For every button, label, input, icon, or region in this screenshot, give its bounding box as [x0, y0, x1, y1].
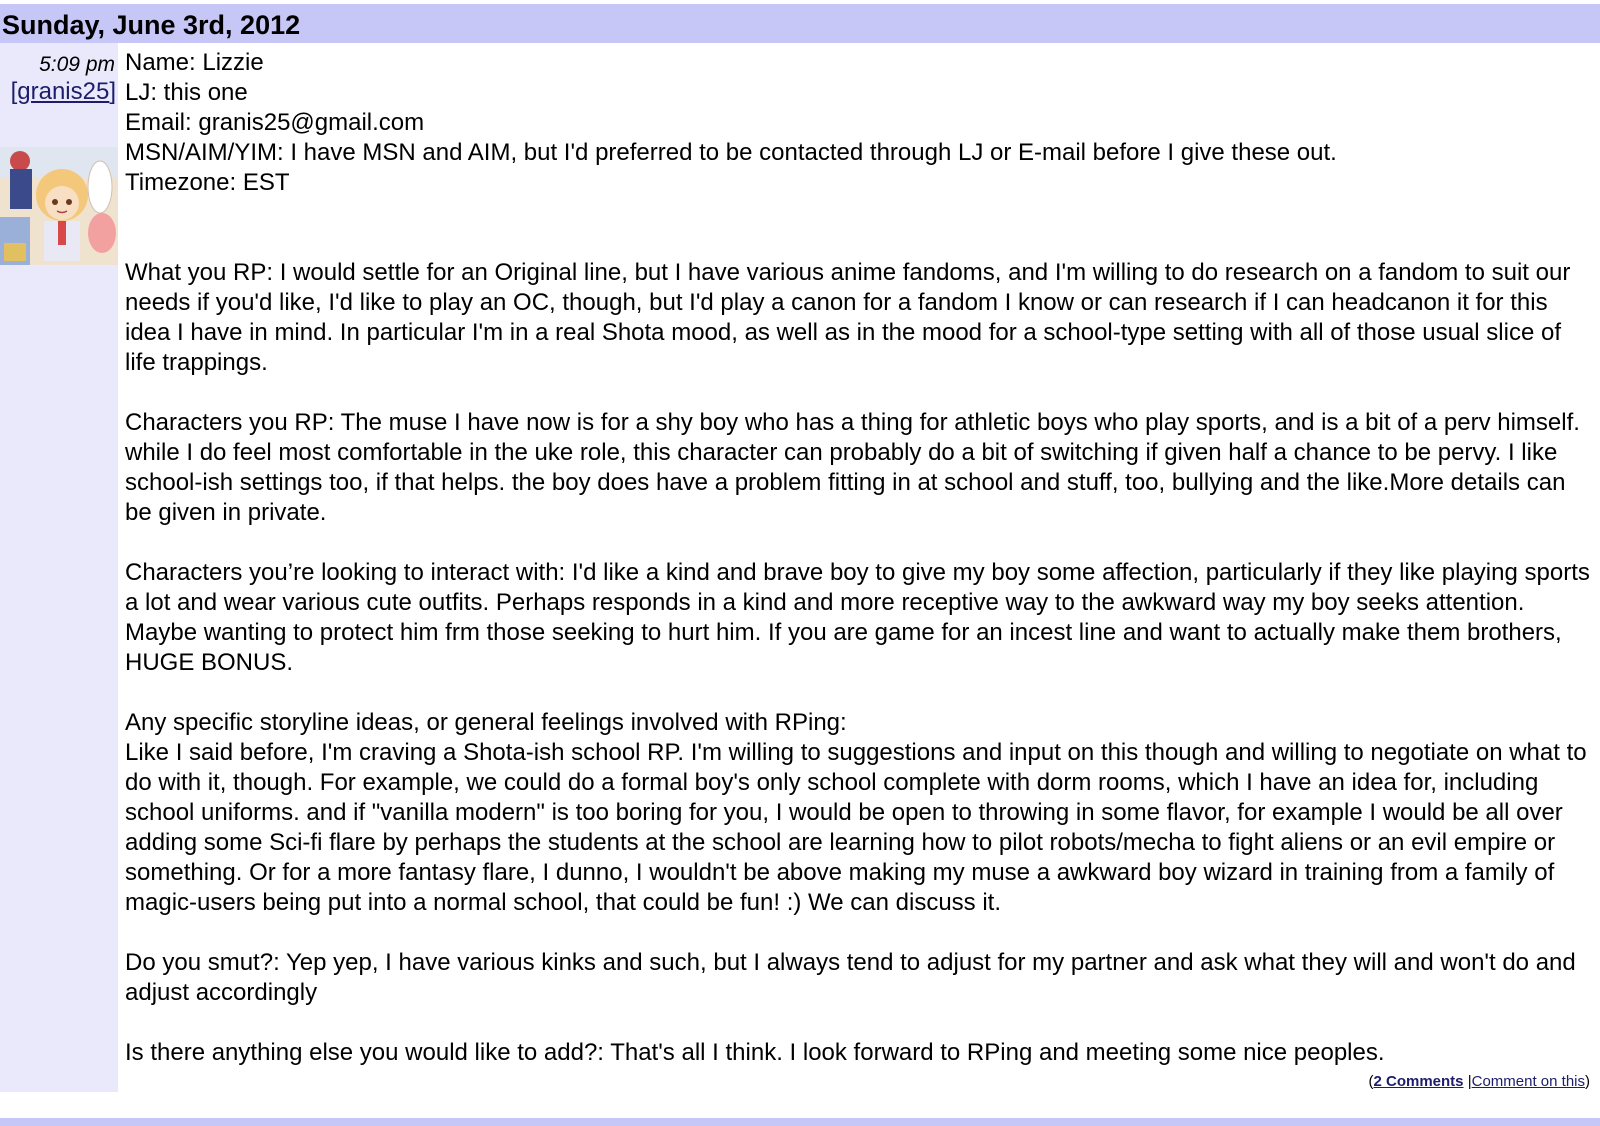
spacer	[125, 378, 1594, 408]
paragraph-what-you-rp: What you RP: I would settle for an Original line, but I have various anime fandoms, and I'm willing to do research on a fandom to suit our needs if you'd like, I'd like to play an OC, though, but I'd play a canon for a fandom I know or can research if I can headcanon it for this idea I have in mind. In particular I'm in a real Shota mood, as well as in the mood for a school-type setting with all of those usual slice of life trappings.	[125, 259, 1571, 376]
entry-time: 5:09 pm	[39, 53, 115, 76]
paragraph-storyline-heading: Any specific storyline ideas, or general feelings involved with RPing:	[125, 709, 847, 736]
line-lj: LJ: this one	[125, 79, 248, 106]
paragraph-anything-else: Is there anything else you would like to add?: That's all I think. I look forward to RPing and meeting some nice peoples.	[125, 1039, 1385, 1066]
comment-on-this-link[interactable]: Comment on this	[1471, 1073, 1585, 1090]
comments-link[interactable]: 2 Comments	[1373, 1073, 1464, 1090]
user-avatar[interactable]	[0, 147, 118, 265]
bottom-bar	[0, 1118, 1600, 1126]
line-timezone: Timezone: EST	[125, 169, 290, 196]
paragraph-smut: Do you smut?: Yep yep, I have various kinks and such, but I always tend to adjust for my partner and ask what they will and won't do and adjust accordingly	[125, 949, 1576, 1006]
line-email: Email: granis25@gmail.com	[125, 109, 425, 136]
spacer	[125, 678, 1594, 708]
avatar-image	[0, 147, 118, 265]
entry-body	[118, 43, 1600, 1092]
footer-close-paren: )	[1585, 1073, 1590, 1090]
spacer	[125, 918, 1594, 948]
footer-open-paren: (	[1368, 1073, 1374, 1090]
entry-footer	[125, 1068, 1594, 1092]
open-bracket: [	[10, 78, 18, 105]
footer-separator: |	[1463, 1073, 1472, 1090]
date-header: Sunday, June 3rd, 2012	[0, 4, 1600, 43]
close-bracket: ]	[109, 78, 116, 105]
spacer	[125, 528, 1594, 558]
entry-sidebar	[0, 43, 118, 1092]
paragraph-storyline-body: Like I said before, I'm craving a Shota-ish school RP. I'm willing to suggestions and input on this though and willing to negotiate on what to do with it, though. For example, we could do a formal boy's only school complete with dorm rooms, which I have an idea for, including school uniforms. and if "vanilla modern" is too boring for you, I would be open to throwing in some flavor, for example I would be all over adding some Sci-fi flare by perhaps the students at the school are learning how to pilot robots/mecha to fight aliens or an evil empire or something. Or for a more fantasy flare, I dunno, I wouldn't be above making my muse a awkward boy wizard in training from a family of magic-users being put into a normal school, that could be fun! :) We can discuss it.	[125, 739, 1587, 916]
journal-entry	[0, 43, 1600, 1092]
spacer	[125, 198, 1594, 258]
username-link[interactable]	[0, 77, 118, 107]
line-name: Name: Lizzie	[125, 49, 264, 76]
paragraph-characters-interact: Characters you’re looking to interact with: I'd like a kind and brave boy to give my boy some affection, particularly if they like playing sports a lot and wear various cute outfits. Perhaps responds in a kind and more receptive way to the awkward way my boy seeks attention. Maybe wanting to protect him frm those seeking to hurt him. If you are game for an incest line and want to actually make them brothers, HUGE BONUS.	[125, 559, 1590, 676]
line-msn: MSN/AIM/YIM: I have MSN and AIM, but I'd preferred to be contacted through LJ or E-mail before I give these out.	[125, 139, 1337, 166]
username: granis25	[17, 78, 110, 105]
spacer	[125, 1008, 1594, 1038]
paragraph-characters-you-rp: Characters you RP: The muse I have now is for a shy boy who has a thing for athletic boys who play sports, and is a bit of a perv himself. while I do feel most comfortable in the uke role, this character can probably do a bit of switching if given half a chance to be pervy. I like school-ish settings too, if that helps. the boy does have a problem fitting in at school and stuff, too, bullying and the like.More details can be given in private.	[125, 409, 1580, 526]
